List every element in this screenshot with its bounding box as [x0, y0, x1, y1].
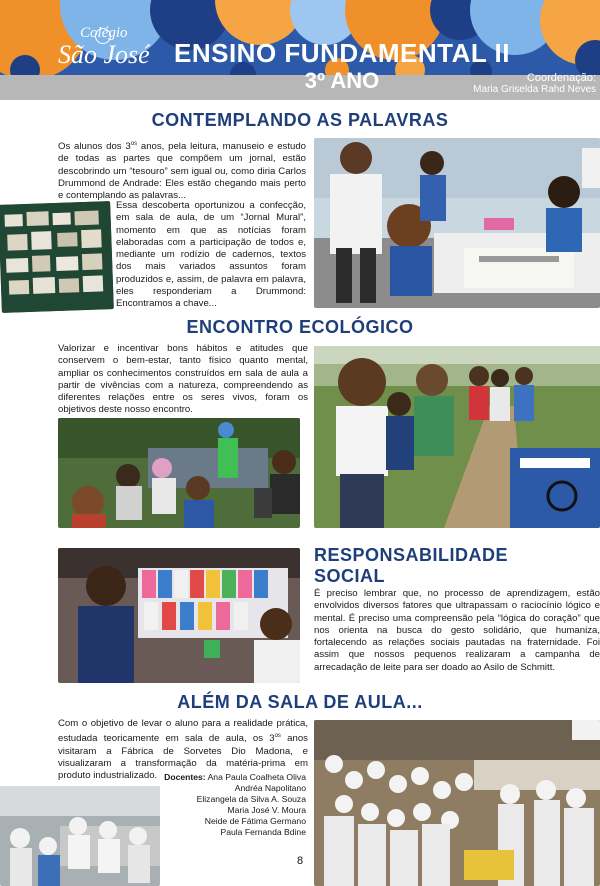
- photo-arrecadacao-leite: [58, 548, 300, 683]
- page-number: 8: [296, 855, 304, 867]
- paragraph-text: anos, pela leitura, manuseio e estudo de todas as partes que compõem um jornal, estão descobrindo um “tesouro” sem igual ou, como diria Carlos Drummond de Andrade: Eles estão chegando mais perto e contemplando as palavras...: [58, 141, 306, 202]
- section-title-line-2: SOCIAL: [314, 566, 386, 586]
- page-subtitle: 3º ANO: [304, 68, 380, 93]
- section-title-palavras: CONTEMPLANDO AS PALAVRAS: [151, 110, 449, 130]
- teachers-list: [140, 772, 306, 838]
- section-title-alem-sala: ALÉM DA SALA DE AULA...: [177, 692, 423, 712]
- paragraph-text: Com o objetivo de levar o aluno para a realidade prática, estudada teoricamente em sala de aula, os 3: [58, 718, 308, 745]
- section-palavras-paragraph-2: Essa descoberta oportunizou a confecção, em sala de aula, de um “Jornal Mural”, momento em que as notícias foram elaboradas com a participação de todos e, mediante um rodízio de cadernos, textos dos mais variados assuntos foram produzidos e, assim, de palavra em palavra, eles responderiam a Drummond: Encontramos a chave...: [116, 200, 306, 310]
- coordination-label: Coordenação:: [526, 72, 596, 84]
- photo-alunos-riacho: [58, 418, 300, 528]
- paragraph-text: Os alunos dos 3: [58, 141, 131, 153]
- page-title: ENSINO FUNDAMENTAL II: [174, 38, 510, 68]
- photo-alunos-lendo-jornal: [314, 138, 600, 308]
- teachers-label: Docentes:: [164, 772, 206, 782]
- section-responsabilidade-paragraph: É preciso lembrar que, no processo de aprendizagem, estão envolvidos diversos fatores que ultrapassam o raciocínio lógico e mental. É preciso uma compreensão pela “lógica do coração” que nos orienta na busca do gesto solidário, que humaniza, fortalecendo as relações sociais pautadas na fraternidade. Foi assim que nossos pequenos realizaram a campanha de arrecadação de leite para ser doado ao Asilo de Schmitt.: [314, 588, 600, 673]
- coordinator-name: Maria Griselda Rahd Neves: [473, 84, 596, 95]
- section-title-ecologico: ENCONTRO ECOLÓGICO: [186, 317, 414, 337]
- section-ecologico-paragraph: Valorizar e incentivar bons hábitos e atitudes que conservem o bem-estar, tanto físico quanto mental, ampliar os conhecimentos construídos em sala de aula a partir de vivências com a natureza, compreendendo as diferentes relações entre os seres vivos, foram os objetivos deste nosso encontro.: [58, 343, 308, 416]
- school-logo-sao-jose: São José: [58, 40, 150, 69]
- section-title-responsabilidade: [314, 545, 600, 587]
- teacher-name: Paula Fernanda Bdine: [220, 827, 306, 837]
- school-logo: [58, 26, 150, 69]
- school-logo-colegio: Colégio: [80, 25, 128, 41]
- section-title-line-1: RESPONSABILIDADE: [314, 545, 509, 565]
- teacher-name: Andréa Napolitano: [234, 783, 306, 793]
- teacher-name: Neide de Fátima Germano: [204, 816, 306, 826]
- photo-jornal-mural: [0, 201, 114, 313]
- paragraph-text: anos visitaram a Fábrica de Sorvetes Dio Madona, e visualizaram a transformação da matéria-prima em produto industrializado.: [58, 733, 308, 782]
- teacher-name: Ana Paula Coalheta Oliva: [207, 772, 306, 782]
- teacher-name: Maria José V. Moura: [227, 805, 306, 815]
- section-palavras-paragraph-1: [58, 138, 306, 203]
- teacher-entry: [140, 772, 306, 783]
- superscript: os: [130, 141, 138, 147]
- teacher-name: Elizangela da Silva A. Souza: [196, 794, 306, 804]
- photo-trilha: [314, 346, 600, 528]
- superscript: os: [274, 733, 281, 740]
- photo-fabrica-visita-1: [0, 786, 160, 886]
